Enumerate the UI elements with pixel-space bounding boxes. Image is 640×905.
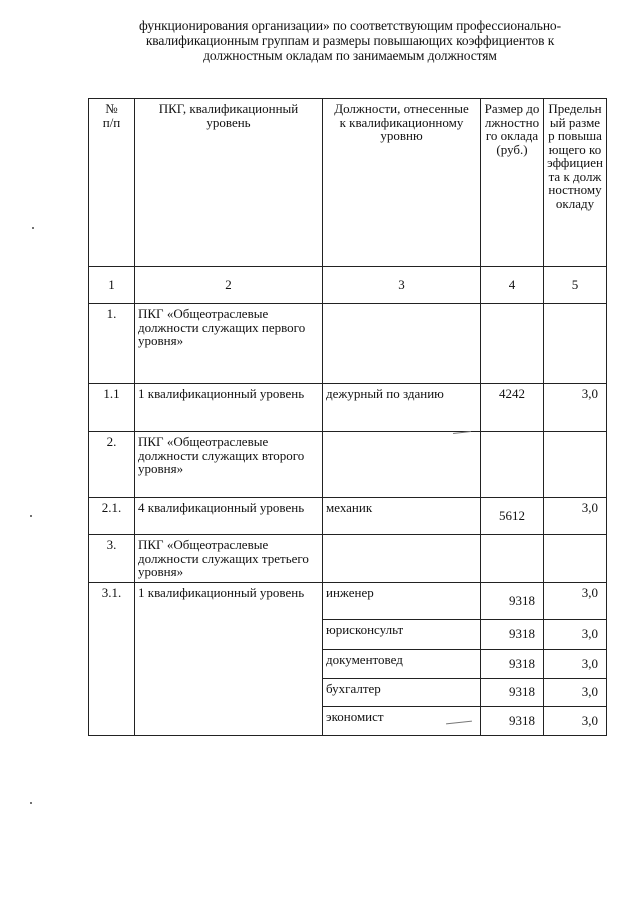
row-position: экономист [323,706,481,735]
column-number: 3 [323,267,481,304]
table-header-row [89,99,607,267]
table-row [89,432,607,498]
row-pkg-name: 4 квалификационный уровень [135,498,323,535]
heading-line: должностным окладам по занимаемым должностям [203,48,497,63]
row-position [323,535,481,583]
row-coefficient: 3,0 [544,619,607,649]
row-number: 2.1. [89,498,135,535]
row-position: юрисконсульт [323,619,481,649]
scan-speck [32,227,34,229]
heading-line: квалификационным группам и размеры повышающих коэффициентов к [145,33,555,48]
column-number: 1 [89,267,135,304]
row-position: инженер [323,582,481,619]
row-salary: 9318 [481,582,544,619]
row-position: дежурный по зданию [323,384,481,432]
row-coefficient: 3,0 [544,706,607,735]
document-heading [100,18,600,63]
header-pkg: ПКГ, квалификационный уровень [135,99,323,267]
table-row [89,384,607,432]
header-positions: Должности, отнесенные к квалификационному уровню [323,99,481,267]
row-pkg-name: 1 квалификационный уровень [135,384,323,432]
header-salary: Размер должностного оклада (руб.) [481,99,544,267]
row-salary: 9318 [481,649,544,678]
heading-line: функционирования организации» по соответствующим профессионально- [139,18,561,33]
row-pkg-name: 1 квалификационный уровень [135,582,323,735]
table-row [89,304,607,384]
row-coefficient: 3,0 [544,582,607,619]
row-coefficient [544,432,607,498]
row-pkg-name: ПКГ «Общеотраслевые должности служащих второго уровня» [135,432,323,498]
row-pkg-name: ПКГ «Общеотраслевые должности служащих третьего уровня» [135,535,323,583]
salary-table [88,98,607,736]
row-salary: 9318 [481,619,544,649]
row-pkg-name: ПКГ «Общеотраслевые должности служащих первого уровня» [135,304,323,384]
table-row [89,498,607,535]
row-coefficient: 3,0 [544,678,607,706]
row-number: 2. [89,432,135,498]
row-salary: 5612 [481,498,544,535]
header-no: № п/п [89,99,135,267]
row-salary [481,432,544,498]
row-salary: 4242 [481,384,544,432]
row-coefficient [544,304,607,384]
row-number: 1. [89,304,135,384]
row-coefficient: 3,0 [544,498,607,535]
column-number: 4 [481,267,544,304]
column-number: 5 [544,267,607,304]
row-salary [481,535,544,583]
row-coefficient: 3,0 [544,649,607,678]
row-coefficient: 3,0 [544,384,607,432]
scan-speck [30,802,32,804]
row-number: 3. [89,535,135,583]
row-coefficient [544,535,607,583]
row-number: 1.1 [89,384,135,432]
row-number: 3.1. [89,582,135,735]
table-row [89,535,607,583]
scan-speck [30,515,32,517]
row-salary: 9318 [481,678,544,706]
row-position: механик [323,498,481,535]
row-position: бухгалтер [323,678,481,706]
table-row [89,582,607,619]
column-number: 2 [135,267,323,304]
row-salary [481,304,544,384]
row-salary: 9318 [481,706,544,735]
row-position: документовед [323,649,481,678]
row-position [323,304,481,384]
row-position [323,432,481,498]
header-coefficient: Предельный размер повышающего коэффициента к должностному окладу [544,99,607,267]
column-numbers-row [89,267,607,304]
